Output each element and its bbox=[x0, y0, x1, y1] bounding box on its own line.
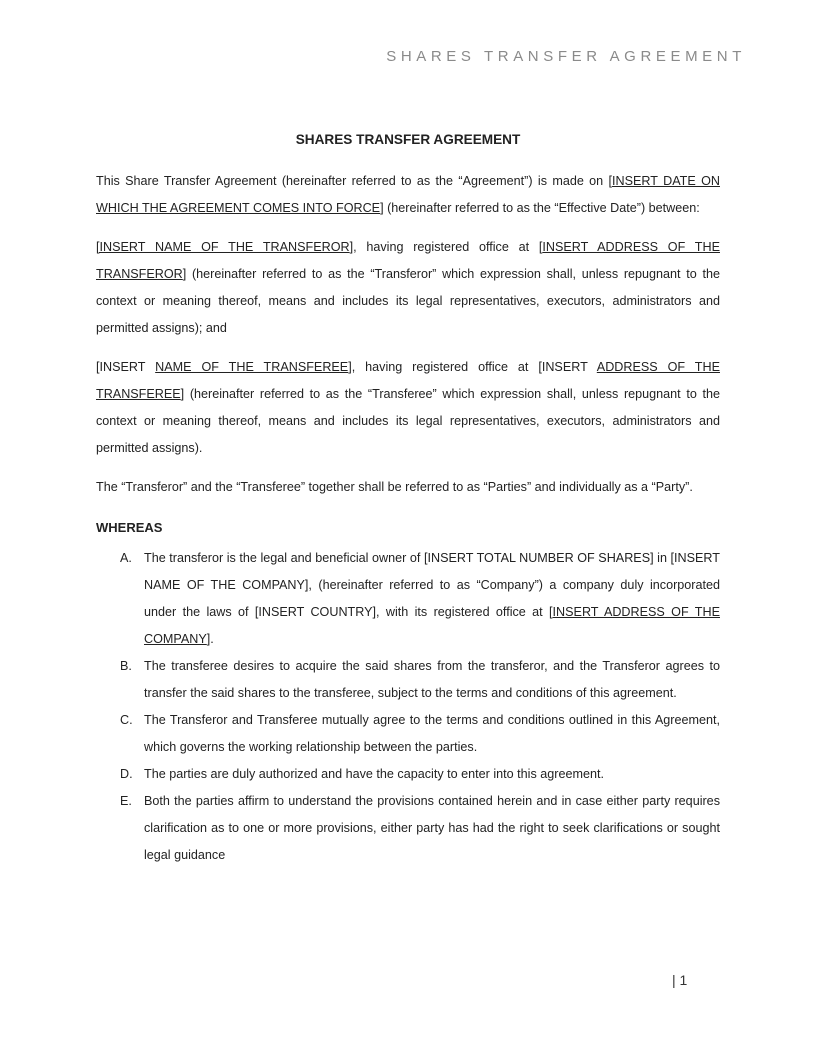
transferee-name-placeholder: NAME OF THE TRANSFEREE bbox=[155, 360, 349, 374]
transferor-text-2: ] (hereinafter referred to as the “Transferor” which expression shall, unless repugnant to the context or meaning thereof, means and includes its legal representatives, executors, administrators and permitted assigns); and bbox=[96, 267, 720, 335]
recital-d-text: The parties are duly authorized and have the capacity to enter into this agreement. bbox=[144, 767, 604, 781]
transferee-address-placeholder: ADDRESS OF THE TRANSFEREE bbox=[96, 360, 720, 401]
recital-letter: E. bbox=[120, 794, 132, 808]
recital-c-text: The Transferor and Transferee mutually agree to the terms and conditions outlined in this Agreement, which governs the working relationship between the parties. bbox=[144, 713, 720, 754]
recital-e bbox=[96, 788, 720, 869]
transferor-address-placeholder: INSERT ADDRESS OF THE TRANSFEROR bbox=[96, 240, 720, 281]
recital-c bbox=[96, 707, 720, 761]
intro-text-2: ] (hereinafter referred to as the “Effective Date”) between: bbox=[380, 201, 700, 215]
page-number: | 1 bbox=[672, 972, 688, 988]
recital-letter: B. bbox=[120, 659, 132, 673]
transferor-paragraph bbox=[96, 234, 720, 342]
intro-paragraph bbox=[96, 168, 720, 222]
recital-letter: D. bbox=[120, 767, 133, 781]
transferee-text-0: [INSERT bbox=[96, 360, 156, 374]
recital-a bbox=[96, 545, 720, 653]
parties-paragraph: The “Transferor” and the “Transferee” together shall be referred to as “Parties” and individually as a “Party”. bbox=[96, 480, 693, 494]
transferee-text-2: ] (hereinafter referred to as the “Transferee” which expression shall, unless repugnant to the context or meaning thereof, means and includes its legal representatives, executors, administrators and permitted assigns). bbox=[96, 387, 720, 455]
recital-a-text-2: ]. bbox=[206, 632, 214, 646]
recital-letter: A. bbox=[120, 551, 132, 565]
transferor-text-0: [ bbox=[96, 240, 100, 254]
recital-b bbox=[96, 653, 720, 707]
company-address-placeholder: INSERT ADDRESS OF THE COMPANY bbox=[144, 605, 720, 646]
transferor-text-1: ], having registered office at [ bbox=[349, 240, 543, 254]
intro-text-1: This Share Transfer Agreement (hereinafter referred to as the “Agreement”) is made on [ bbox=[96, 174, 613, 188]
document-title: SHARES TRANSFER AGREEMENT bbox=[295, 132, 521, 147]
transferee-paragraph bbox=[96, 354, 720, 462]
recital-b-text: The transferee desires to acquire the said shares from the transferor, and the Transferor agrees to transfer the said shares to the transferee, subject to the terms and conditions of this agreement. bbox=[144, 659, 720, 700]
recitals-list bbox=[96, 545, 720, 869]
transferor-name-placeholder: INSERT NAME OF THE TRANSFEROR bbox=[99, 240, 350, 254]
effective-date-placeholder: INSERT DATE ON WHICH THE AGREEMENT COMES INTO FORCE bbox=[96, 174, 720, 215]
whereas-heading: WHEREAS bbox=[96, 520, 163, 535]
transferee-text-1: ], having registered office at [INSERT bbox=[348, 360, 597, 374]
recital-letter: C. bbox=[120, 713, 133, 727]
recital-d bbox=[96, 761, 720, 788]
recital-e-text: Both the parties affirm to understand the provisions contained herein and in case either party requires clarification as to one or more provisions, either party has had the right to seek clarifications or sought legal guidance bbox=[144, 794, 720, 862]
recital-a-text-1: The transferor is the legal and beneficial owner of [INSERT TOTAL NUMBER OF SHARES] in [INSERT NAME OF THE COMPANY], (hereinafter referred to as “Company”) a company duly incorporated under the laws of [INSERT COUNTRY], with its registered office at [ bbox=[144, 551, 720, 619]
document-body bbox=[96, 130, 720, 869]
running-header: SHARES TRANSFER AGREEMENT bbox=[386, 48, 746, 65]
